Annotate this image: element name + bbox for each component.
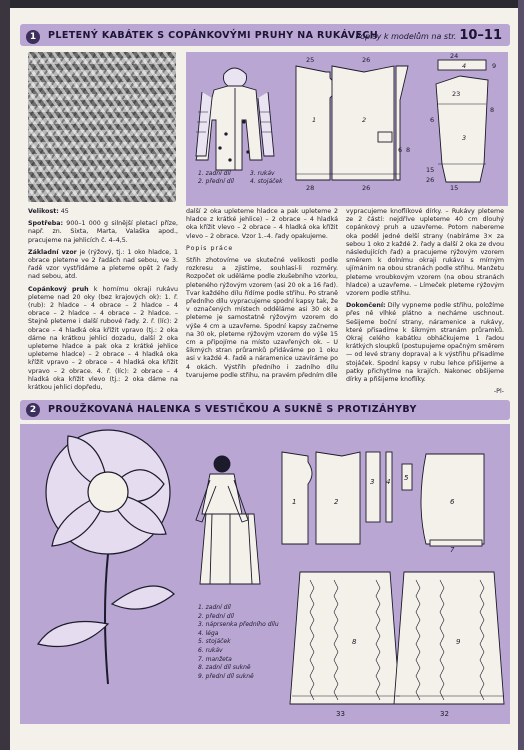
svg-text:3: 3 (370, 478, 375, 486)
svg-text:1: 1 (312, 116, 317, 124)
paragraph: Střih zhotovíme ve skutečné velikosti podle rozkresu a zjistíme, souhlasí-li rozměry. Rozpočet ok uděláme podle zkušebního vzorku, pleteného rýžovým vzorem (asi 20 ok a 16 řad). Tvar každého dílu řídíme podle střihu. Po straně předního dílu vypracujeme spodní kapsy tak, že v označených místech odděláme asi 30 ok a pleteme je samostatně rýžovým vzorem do výše 4 cm a uzavřeme. Spodní kapsy začneme na 30 ok, pleteme rýžovým vzorem do výše 15 cm a připojíme na místo uzavřených ok. – U šikmých stran průramků přidáváme po 1 oku asi v každé 4. řadě a náramenice uzavíráme po 4 okách. Výstřih předního i zadního dílu tvarujeme podle střihu, na pravém předním díle (186, 257, 338, 379)
svg-text:28: 28 (306, 184, 315, 192)
section1-column-2 (186, 208, 338, 384)
svg-text:26: 26 (362, 184, 371, 192)
section1-pattern-panel (186, 52, 508, 206)
page-edge-right (518, 0, 524, 750)
svg-text:32: 32 (440, 710, 449, 718)
svg-text:6: 6 (430, 116, 435, 124)
svg-text:3: 3 (462, 134, 467, 142)
legend-item: 4. léga (198, 629, 219, 637)
svg-text:7: 7 (450, 546, 455, 554)
svg-text:4: 4 (462, 62, 467, 70)
svg-text:8: 8 (406, 146, 411, 154)
svg-text:5: 5 (404, 474, 409, 482)
section2-legend (198, 604, 279, 681)
fig-label-collar: 4. stojáček (250, 178, 283, 185)
paragraph: vypracujeme knoflíkové dírky. – Rukávy pleteme ze 2 částí: nejdříve upleteme 40 cm dlouhý copánkový pruh a uzavřeme. Potom nabereme oka podél jedné delší strany (nabíráme 3× za sebou 1 oko z každé 2. řady a další 2 oka ze dvou následujících řad) a pracujeme rýžovým vzorem směrem k dolnímu okraji rukávu s mírným ujímáním na obou stranách podle střihu. Manžetu pleteme vroubkovým vzorem (na obou stranách hladce) a uzavřeme. – Límeček pleteme rýžovým vzorem podle střihu. (346, 208, 504, 298)
section1-column-3 (346, 208, 504, 400)
section1-page-reference (355, 28, 502, 43)
svg-text:2: 2 (334, 498, 339, 506)
svg-text:8: 8 (490, 106, 495, 114)
section2-title: PROUŽKOVANÁ HALENKA S VESTIČKOU A SUKNĚ S PROTIZÁHYBY (48, 404, 417, 415)
svg-text:1: 1 (292, 498, 297, 506)
legend-item: 6. rukáv (198, 646, 223, 654)
paragraph: Velikost: 45 (28, 208, 69, 215)
svg-text:8: 8 (352, 638, 357, 646)
section1-title: PLETENÝ KABÁTEK S COPÁNKOVÝMI PRUHY NA RUKÁVECH (48, 30, 379, 41)
paragraph: Dokončení: Díly vypneme podle střihu, položíme přes ně vlhké plátno a necháme uschnout. Sešijeme boční strany, náramenice a rukávy, které přisadíme k šikmým stranám průramků. Okraj celého kabátku obháčkujeme 1 řadou krátkých sloupků (postupujeme opačným směrem — od levé strany doprava) a k výstřihu přisadíme stojáček. Spodní kapsy v rubu lehce přišijeme a patky přichytíme na krajích. Nakonec obšijeme dírky a přišijeme knoflíky. (346, 302, 504, 384)
legend-item: 7. manžeta (198, 655, 232, 663)
section1-number-badge: 1 (26, 30, 40, 44)
page-edge-left (0, 0, 10, 750)
svg-text:9: 9 (492, 62, 497, 70)
page-edge-top (0, 0, 524, 8)
legend-item: 8. zadní díl sukně (198, 664, 251, 672)
legend-item: 1. zadní díl (198, 604, 231, 611)
svg-text:15: 15 (426, 166, 435, 174)
section2-number-badge: 2 (26, 403, 40, 417)
svg-text:15: 15 (450, 184, 459, 192)
svg-text:9: 9 (456, 638, 461, 646)
fig-label-back: 1. zadní díl (198, 170, 231, 177)
section1-column-1 (28, 208, 178, 396)
svg-text:6: 6 (398, 146, 403, 154)
section1-header (20, 24, 510, 46)
legend-item: 2. přední díl (198, 612, 234, 620)
paragraph: další 2 oka upleteme hladce a pak upleteme 2 hladce z krátké jehlice) – 2 obrace – 4 hladká oka křížit vlevo – 2 obrace – 4 hladká oka křížit vlevo – 2 obrace. Vzor 1.–4. řady opakujeme. (186, 208, 338, 240)
page-ref-pages: 10–11 (459, 28, 502, 43)
paragraph: Spotřeba: 900–1 000 g silnější pletací příze, např. zn. Sixta, Marta, Valaška apod., pracujeme na jehlicích č. 4–4,5. (28, 220, 178, 244)
legend-item: 5. stojáček (198, 638, 231, 646)
svg-text:26: 26 (362, 56, 371, 64)
svg-text:2: 2 (362, 116, 367, 124)
svg-text:6: 6 (450, 498, 455, 506)
fig-label-front: 2. přední díl (198, 178, 234, 185)
paragraph: Základní vzor je (rýžový, tj.: 1 oko hladce, 1 obrace pleteme ve 2 řadách nad sebou, ve 3. řadě vzor vystřídáme a pleteme opět 2 řady nad sebou, atd. (28, 248, 178, 281)
page-ref-label: Popisy k modelům na str. (355, 32, 457, 41)
svg-text:23: 23 (452, 90, 461, 98)
svg-text:24: 24 (450, 52, 459, 60)
legend-item: 3. náprsenka předního dílu (198, 621, 279, 629)
section-heading: Popis práce (186, 244, 234, 252)
fig-label-sleeve: 3. rukáv (250, 170, 275, 177)
section2-header (20, 400, 510, 420)
author-initials: -Pl- (493, 388, 504, 396)
svg-text:25: 25 (306, 56, 315, 64)
knit-swatch-photo (28, 52, 176, 202)
svg-text:4: 4 (386, 478, 391, 486)
svg-text:26: 26 (426, 176, 435, 184)
paragraph: Copánkový pruh k hornímu okraji rukávu pleteme nad 20 oky (bez krajových ok): 1. ř. (rub): 2 hladce – 4 obrace – 2 hladce – 4 obrace – 2 hladce – 4 obrace – 2 hladce. – Stejně pleteme i další rubové řady. 2. ř. (líc): 2 obrace – 4 hladká oka křížit vpravo (tj.: 2 oka dáme na krátkou jehlici dozadu, další 2 oka upleteme hladce a pak oka z krátké jehlice upleteme hladce) – 2 obrace – 4 hladká oka křížit vpravo – 2 obrace – 4 hladká oka křížit vpravo – 2 obrace. 4. ř. (líc): 2 obrace – 4 hladká oka křížit vlevo (tj.: 2 oka dáme na krátkou jehlici dopředu, (28, 285, 179, 392)
svg-text:33: 33 (336, 710, 345, 718)
legend-item: 9. přední díl sukně (198, 672, 254, 680)
